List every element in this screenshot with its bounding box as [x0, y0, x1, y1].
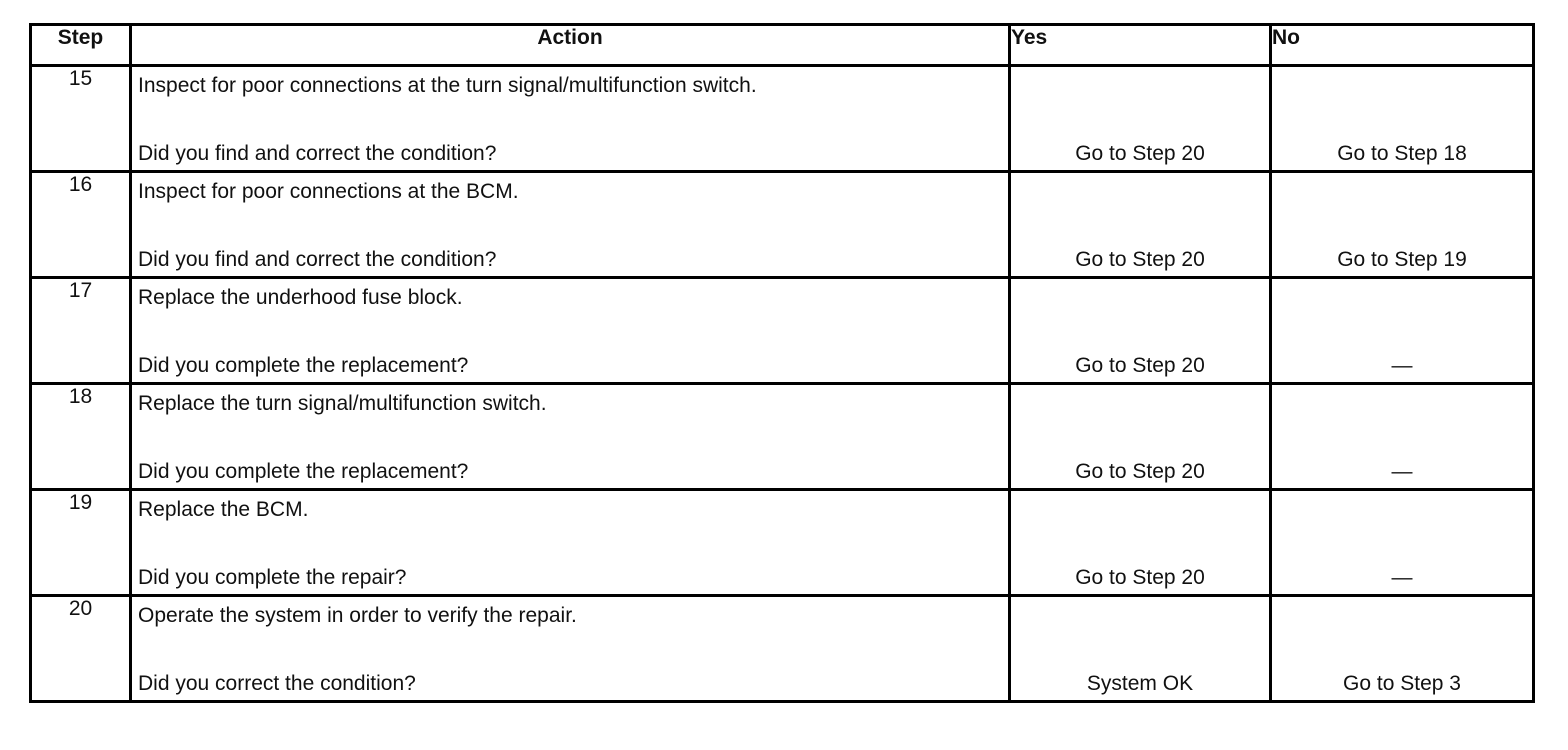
- no-result: —: [1391, 566, 1413, 589]
- table-row: [31, 384, 1534, 490]
- table-row: [31, 172, 1534, 278]
- header-step: Step: [31, 25, 131, 66]
- no-cell: [1271, 66, 1534, 172]
- header-action: Action: [131, 25, 1010, 66]
- no-cell: [1271, 172, 1534, 278]
- yes-cell: [1010, 278, 1271, 384]
- action-instruction: Inspect for poor connections at the BCM.: [138, 180, 519, 203]
- no-cell: [1271, 490, 1534, 596]
- action-cell: [131, 66, 1010, 172]
- action-question: Did you find and correct the condition?: [138, 142, 497, 165]
- no-result: —: [1391, 354, 1413, 377]
- action-question: Did you correct the condition?: [138, 672, 416, 695]
- yes-result: Go to Step 20: [1075, 566, 1205, 589]
- no-result: Go to Step 3: [1343, 672, 1461, 695]
- action-cell: [131, 278, 1010, 384]
- table-body: [31, 66, 1534, 702]
- no-cell: [1271, 384, 1534, 490]
- yes-result: Go to Step 20: [1075, 142, 1205, 165]
- table-row: [31, 490, 1534, 596]
- action-question: Did you complete the replacement?: [138, 354, 469, 377]
- table-row: [31, 596, 1534, 702]
- header-row: [31, 25, 1534, 66]
- header-no: No: [1271, 25, 1534, 66]
- yes-result: Go to Step 20: [1075, 460, 1205, 483]
- step-number: 19: [31, 490, 131, 596]
- action-question: Did you complete the replacement?: [138, 460, 469, 483]
- step-number: 16: [31, 172, 131, 278]
- action-instruction: Replace the underhood fuse block.: [138, 286, 463, 309]
- yes-result: Go to Step 20: [1075, 354, 1205, 377]
- step-number: 18: [31, 384, 131, 490]
- yes-cell: [1010, 172, 1271, 278]
- action-instruction: Replace the BCM.: [138, 498, 309, 521]
- no-cell: [1271, 596, 1534, 702]
- action-instruction: Replace the turn signal/multifunction switch.: [138, 392, 547, 415]
- yes-cell: [1010, 596, 1271, 702]
- action-cell: [131, 490, 1010, 596]
- step-number: 20: [31, 596, 131, 702]
- no-result: Go to Step 19: [1337, 248, 1467, 271]
- yes-cell: [1010, 490, 1271, 596]
- yes-cell: [1010, 66, 1271, 172]
- step-number: 17: [31, 278, 131, 384]
- action-question: Did you complete the repair?: [138, 566, 407, 589]
- action-question: Did you find and correct the condition?: [138, 248, 497, 271]
- no-result: Go to Step 18: [1337, 142, 1467, 165]
- action-instruction: Inspect for poor connections at the turn signal/multifunction switch.: [138, 74, 757, 97]
- table-row: [31, 66, 1534, 172]
- yes-cell: [1010, 384, 1271, 490]
- yes-result: Go to Step 20: [1075, 248, 1205, 271]
- table-row: [31, 278, 1534, 384]
- action-cell: [131, 596, 1010, 702]
- header-yes: Yes: [1010, 25, 1271, 66]
- action-cell: [131, 172, 1010, 278]
- no-cell: [1271, 278, 1534, 384]
- no-result: —: [1391, 460, 1413, 483]
- step-number: 15: [31, 66, 131, 172]
- action-instruction: Operate the system in order to verify the repair.: [138, 604, 577, 627]
- yes-result: System OK: [1086, 672, 1194, 695]
- diagnostic-table: [29, 23, 1535, 703]
- table-header: [31, 25, 1534, 66]
- action-cell: [131, 384, 1010, 490]
